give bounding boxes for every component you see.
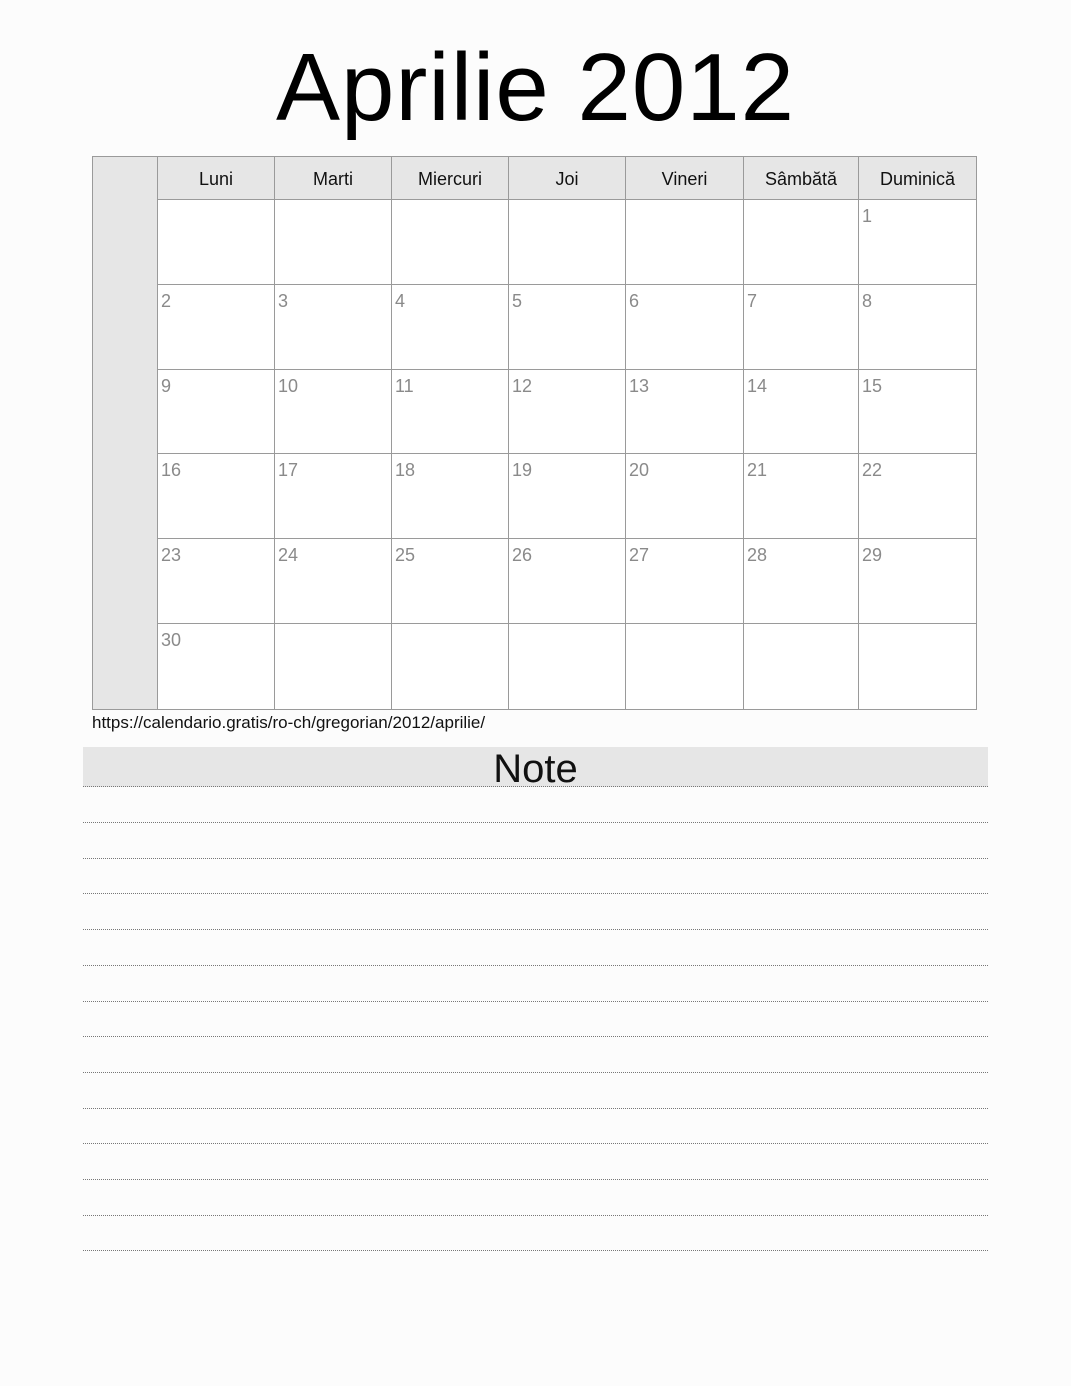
day-number: 21 bbox=[747, 460, 768, 481]
note-line bbox=[83, 1250, 988, 1251]
note-line bbox=[83, 822, 988, 823]
day-cell bbox=[626, 624, 744, 709]
day-cell bbox=[392, 539, 509, 623]
day-cell bbox=[744, 370, 859, 454]
day-number: 11 bbox=[395, 375, 414, 396]
note-line bbox=[83, 929, 988, 930]
day-cell bbox=[158, 200, 275, 284]
week-row bbox=[158, 539, 976, 624]
day-number: 16 bbox=[161, 460, 182, 481]
day-number: 18 bbox=[395, 460, 416, 481]
weekday-header: Marti bbox=[275, 157, 392, 199]
day-number: 5 bbox=[512, 290, 523, 311]
day-number: 6 bbox=[629, 290, 640, 311]
day-cell bbox=[275, 539, 392, 623]
note-line bbox=[83, 893, 988, 894]
day-cell bbox=[859, 370, 976, 454]
day-cell bbox=[626, 285, 744, 369]
day-cell bbox=[509, 454, 626, 538]
day-cell bbox=[509, 200, 626, 284]
calendar-grid bbox=[92, 156, 977, 710]
note-line bbox=[83, 858, 988, 859]
weekday-header: Sâmbătă bbox=[744, 157, 859, 199]
day-cell bbox=[158, 624, 275, 709]
day-number: 2 bbox=[161, 290, 172, 311]
day-number: 9 bbox=[161, 375, 172, 396]
week-row bbox=[158, 454, 976, 539]
weekday-header: Joi bbox=[509, 157, 626, 199]
day-cell bbox=[392, 200, 509, 284]
day-cell bbox=[392, 285, 509, 369]
day-cell bbox=[859, 285, 976, 369]
day-cell bbox=[744, 624, 859, 709]
day-cell bbox=[744, 200, 859, 284]
day-cell bbox=[392, 454, 509, 538]
day-number: 28 bbox=[747, 545, 768, 566]
day-cell bbox=[275, 370, 392, 454]
day-number: 24 bbox=[278, 545, 299, 566]
week-row bbox=[158, 200, 976, 285]
day-number: 10 bbox=[278, 375, 299, 396]
day-number: 15 bbox=[862, 375, 883, 396]
day-number: 17 bbox=[278, 460, 299, 481]
day-number: 20 bbox=[629, 460, 650, 481]
day-number: 30 bbox=[161, 629, 182, 650]
day-cell bbox=[275, 200, 392, 284]
note-line bbox=[83, 1036, 988, 1037]
day-cell bbox=[744, 285, 859, 369]
day-cell bbox=[859, 539, 976, 623]
source-url: https://calendario.gratis/ro-ch/gregorian/2012/aprilie/ bbox=[92, 713, 486, 732]
day-cell bbox=[392, 624, 509, 709]
note-line bbox=[83, 1001, 988, 1002]
weekday-header-row bbox=[158, 157, 976, 200]
day-cell bbox=[859, 454, 976, 538]
day-number: 7 bbox=[747, 290, 758, 311]
day-cell bbox=[509, 539, 626, 623]
day-cell bbox=[626, 370, 744, 454]
day-number: 25 bbox=[395, 545, 416, 566]
day-cell bbox=[626, 539, 744, 623]
day-cell bbox=[275, 454, 392, 538]
notes-heading: Note bbox=[83, 747, 988, 787]
note-line bbox=[83, 1108, 988, 1109]
day-number: 12 bbox=[512, 375, 533, 396]
day-cell bbox=[275, 624, 392, 709]
day-number: 3 bbox=[278, 290, 289, 311]
day-cell bbox=[509, 624, 626, 709]
day-number: 4 bbox=[395, 290, 406, 311]
day-cell bbox=[158, 370, 275, 454]
note-line bbox=[83, 1143, 988, 1144]
day-cell bbox=[275, 285, 392, 369]
weekday-header: Vineri bbox=[626, 157, 744, 199]
day-cell bbox=[626, 200, 744, 284]
weekday-header: Luni bbox=[158, 157, 275, 199]
note-line bbox=[83, 965, 988, 966]
week-row bbox=[158, 285, 976, 370]
day-cell bbox=[158, 539, 275, 623]
day-cell bbox=[158, 454, 275, 538]
day-cell bbox=[859, 624, 976, 709]
note-line bbox=[83, 1215, 988, 1216]
day-number: 23 bbox=[161, 545, 182, 566]
day-number: 14 bbox=[747, 375, 768, 396]
day-number: 29 bbox=[862, 545, 883, 566]
day-number: 1 bbox=[862, 206, 873, 226]
page-title: Aprilie 2012 bbox=[276, 34, 795, 141]
note-line bbox=[83, 1179, 988, 1180]
day-number: 19 bbox=[512, 460, 533, 481]
week-number-column bbox=[93, 157, 158, 709]
day-cell bbox=[509, 370, 626, 454]
day-cell bbox=[626, 454, 744, 538]
day-cell bbox=[158, 285, 275, 369]
day-cell bbox=[509, 285, 626, 369]
day-cell bbox=[744, 454, 859, 538]
day-number: 8 bbox=[862, 290, 873, 311]
week-row bbox=[158, 370, 976, 455]
weekday-header: Miercuri bbox=[392, 157, 509, 199]
day-number: 22 bbox=[862, 460, 883, 481]
day-cell bbox=[744, 539, 859, 623]
calendar-days bbox=[158, 200, 976, 709]
week-row bbox=[158, 624, 976, 709]
note-line bbox=[83, 1072, 988, 1073]
day-cell bbox=[392, 370, 509, 454]
day-cell bbox=[859, 200, 976, 284]
weekday-header: Duminică bbox=[879, 169, 956, 189]
day-number: 26 bbox=[512, 545, 533, 566]
day-number: 13 bbox=[629, 375, 650, 396]
day-number: 27 bbox=[629, 545, 650, 566]
